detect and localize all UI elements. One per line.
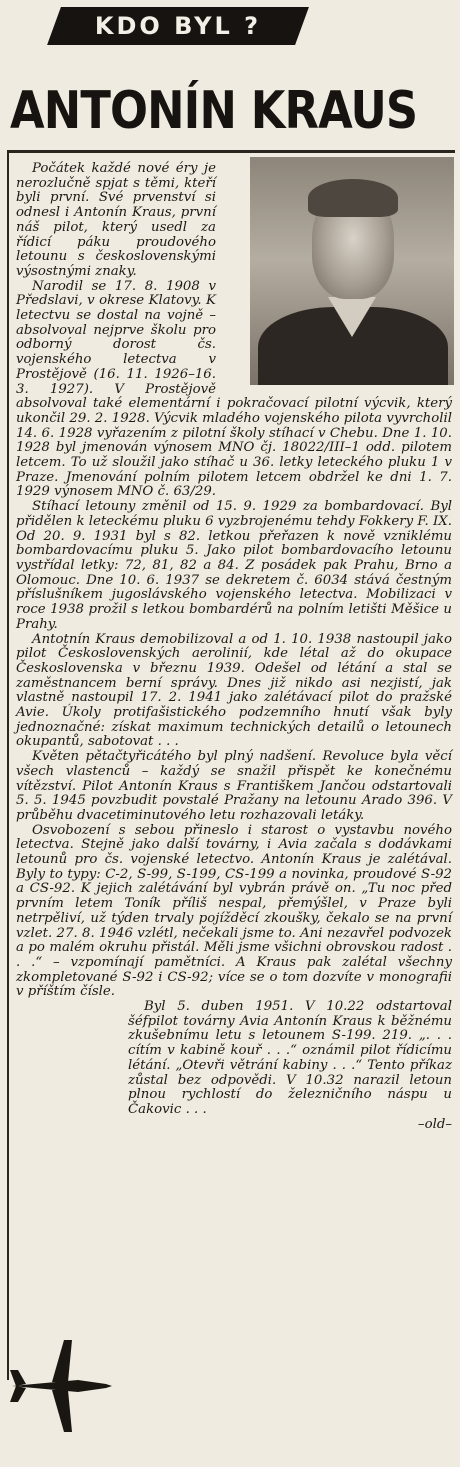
section-banner: KDO BYL ?	[94, 12, 262, 40]
top-rule	[7, 150, 455, 153]
author-signature: –old–	[417, 1116, 452, 1132]
article-title: ANTONÍN KRAUS	[10, 81, 418, 141]
left-rule	[7, 150, 9, 1380]
paragraph: Byl 5. duben 1951. V 10.22 odstartoval šéfpilot továrny Avia Antonín Kraus k běžnému zkušebnímu letu s letounem S-199. 219. „. . . cítím v kabině kouř . . .“ oznámil pilot řídicímu létání. „Otevři větrání kabiny . . .“ Tento příkaz zůstal bez odpovědi. V 10.32 narazil letoun plnou rychlostí do železničního náspu u Čakovic . . .	[128, 999, 452, 1117]
plane-spacer	[16, 1056, 128, 1206]
paragraph: Počátek každé nové éry je nerozlučně spjat s těmi, kteří byli první. Své prvenství si odnesl i Antonín Kraus, první náš pilot, který usedl za řídicí páku proudového letounu s československými výsostnými znaky.	[16, 161, 216, 279]
photo-spacer	[216, 162, 452, 384]
paragraph: Květen pětačtyřicátého byl plný nadšení. Revoluce byla věcí všech vlastenců – každý se snažil přispět ke konečnému vítězství. Pilot Antonín Kraus s Františkem Jančou odstartovali 5. 5. 1945 povzbudit povstalé Pražany na letounu Arado 396. V průběhu dvacetiminutového letu rozhazovali letáky.	[16, 749, 452, 823]
paragraph: Antotnín Kraus demobilizoval a od 1. 10. 1938 nastoupil jako pilot Československých aerolinií, kde létal až do okupace Československa v březnu 1939. Odešel od létání a stal se zaměstnancem berní správy. Dnes již nikdo asi nezjistí, jak vlastně nastoupil 17. 2. 1941 jako zalétávací pilot do pražské Avie. Úkoly protifašistického podzemního hnutí však byly jednoznačné: získat maximum technických detailů o letounech okupantů, sabotovat . . .	[16, 631, 452, 750]
paragraph: Narodil se 17. 8. 1908 v Předslavi, v okrese Klatovy. K letectvu se dostal na vojně – absolvoval nejprve školu pro odborný dorost čs. vojenského letectva v Prostějově (16. 11. 1926–16. 3. 1927). V Prostějově absolvoval také elementární i pokračovací pilotní výcvik, který ukončil 29. 2. 1928. Výcvik mladého vojenského pilota vyvrcholil 14. 6. 1928 vyřazením z pilotní školy stíhací v Chebu. Dne 1. 10. 1928 byl jmenován výnosem MNO čj. 18022/III–1 odd. pilotem letcem. To už sloužil jako stíhač u 36. letky leteckého pluku 1 v Praze. Jmenování polním pilotem letcem obdržel ke dni 1. 7. 1929 výnosem MNO č. 63/29.	[16, 278, 452, 500]
jet-aircraft-icon	[4, 1330, 116, 1442]
paragraph: Osvobození s sebou přineslo i starost o vystavbu nového letectva. Stejně jako další továrny, i Avia začala s dodávkami letounů pro čs. vojenské letectvo. Antonín Kraus je zalétával. Byly to typy: C-2, S-99, S-199, CS-199 a novinka, proudové S-92 a CS-92. K jejich zalétávání byl vybrán právě on. „Tu noc před prvním letem Toník příliš nespal, přemýšlel, v Praze byli netrpěliví, už týden trvaly pojížděcí zkoušky, čekalo se na první vzlet. 27. 8. 1946 vzlétl, nečekali jsme to. Ani nezavřel podvozek a po malém okruhu přistál. Měli jsme všichni obrovskou radost . . .“ – vzpomínají pamětníci. A Kraus pak zalétal všechny zkompletované S-92 i CS-92; více se o tom dozvíte v monografii v příštím čísle.	[16, 822, 452, 1000]
article-body	[16, 162, 452, 1206]
paragraph: Stíhací letouny změnil od 15. 9. 1929 za bombardovací. Byl přidělen k leteckému pluku 6 vyzbrojenému tehdy Fokkery F. IX. Od 20. 9. 1931 byl s 82. letkou přeřazen k nově vzniklému bombardovacímu pluku 5. Jako pilot bombardovacího letounu vystřídal letky: 72, 81, 82 a 84. Z posádek pak Prahu, Brno a Olomouc. Dne 10. 6. 1937 se dekretem č. 6034 stává čestným příslušníkem jugoslávského vojenského letectva. Mobilizaci v roce 1938 prožil s letkou bombardérů na polním letišti Měšice u Prahy.	[16, 499, 452, 632]
